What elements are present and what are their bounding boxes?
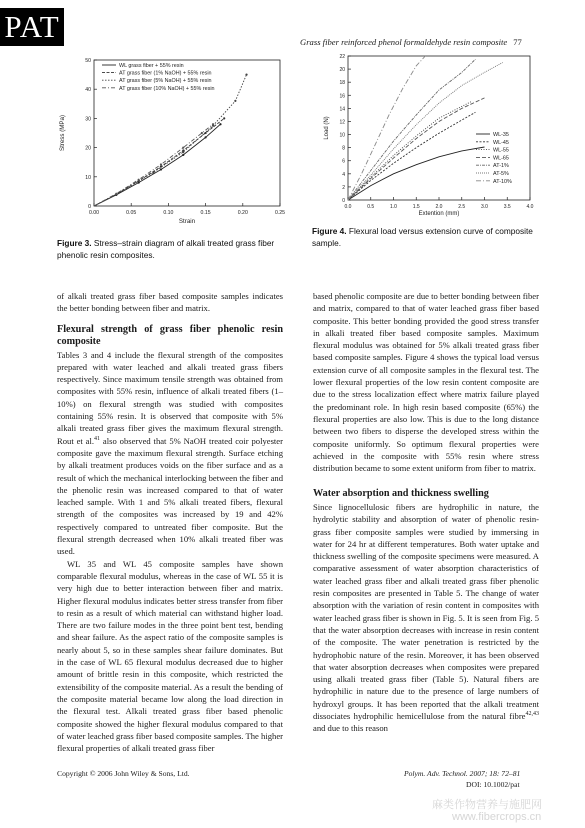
watermark-url: www.fibercrops.cn: [452, 811, 542, 823]
figure3-caption-label: Figure 3.: [57, 238, 92, 248]
series-line-1: [348, 147, 485, 200]
figure3-caption-text: Stress–strain diagram of alkali treated grass fiber phenolic resin composites.: [57, 238, 275, 260]
y-tick-label: 14: [339, 106, 345, 113]
y-axis-label: Load (N): [324, 116, 330, 140]
citation-41: 41: [94, 435, 101, 442]
legend-entry: AT grass fiber (10% NaOH) + 55% resin: [119, 85, 215, 92]
y-tick-label: 0: [342, 198, 345, 204]
data-point: [234, 100, 236, 102]
y-tick-label: 12: [339, 119, 345, 126]
y-tick-label: 8: [342, 145, 345, 152]
left-column: [57, 290, 283, 754]
y-tick-label: 16: [339, 93, 345, 100]
series-line-3: [94, 75, 247, 206]
y-tick-label: 18: [339, 80, 345, 87]
x-tick-label: 1.5: [412, 204, 420, 210]
legend-entry: WL-55: [493, 147, 509, 154]
x-tick-label: 3.0: [481, 204, 488, 210]
water-para-cont: and due to this reason: [313, 723, 388, 734]
series-line-7: [348, 56, 425, 200]
y-tick-label: 2: [342, 184, 345, 191]
water-para-text: Since lignocellulosic fibers are hydrophilic in nature, the hydrolytic stability and absorption of water of phenolic resin-grass fiber composite samples were studied by immersing in water for 24 hr at different temperatures. Both water uptake and thickness swelling of the composite specimens were measured. A comparative assessment of water absorption characteristics of water leached grass fiber and alkali treated grass fiber phenolic resin composites are presented in Table 5. The change of water absorption with the variation of resin content in composites with water leached grass fiber is shown in Fig. 5. It is seen from Fig. 5 that the water absorption decreases with increase in resin content of the composite. The water penetration is restricted by the hydrophobic nature of the resin. Moreover, it has been observed that water absorption decreases when composites were prepared using alkali treated grass fiber (Table 5). Natural fibers are hydrophilic in nature due to the presence of large numbers of hydroxyl groups. It has been reported that the alkali treatment dissociates hydrophilic hemicellulose from the natural fibre: [313, 501, 539, 721]
legend-entry: AT grass fiber (5% NaOH) + 55% resin: [119, 78, 212, 85]
data-point: [138, 179, 140, 181]
flexural-heading: Flexural strength of grass fiber phenolic resin composite: [57, 323, 283, 348]
flexural-paragraph-2: WL 35 and WL 45 composite samples have shown comparable flexural modulus, whereas in the case of WL 55 it is very high due to better interaction between fiber and matrix. Higher flexural modulus indicates better stress transfer from fiber to resin as a result of which material can withstand higher load. There are two failure modes in the three point bent test, bending and shear failure. As the aspect ratio of the composite samples is nearly about 5, so in these samples shear failure dominates. But in the case of WL 65 flexural modulus decreased due to higher amount of brittle resin in this composite, which restricted the extensibility of the composite material. As a result the bending of the composite material became low along the load direction in the flexural test. Alkali treated grass fiber based phenolic composite showed the higher flexural modulus compared to that of water leached grass fiber based composite samples. The higher flexural properties of alkali treated grass fiber: [57, 558, 283, 754]
y-tick-label: 50: [85, 58, 91, 64]
x-tick-label: 0.15: [200, 210, 211, 216]
data-point: [160, 163, 162, 165]
footer-journal-ref: Polym. Adv. Technol. 2007; 18: 72–81: [404, 769, 521, 778]
legend-entry: WL-65: [493, 155, 509, 162]
flexural-paragraph-1: [57, 349, 283, 558]
water-absorption-heading: Water absorption and thickness swelling: [313, 488, 489, 500]
figure4-caption-text: Flexural load versus extension curve of composite sample.: [312, 226, 533, 248]
flexural-para1-cont: also observed that 5% NaOH treated coir polyester composite gave the maximum flexural strength. Surface etching by alkali treatment produces voids on the fiber surface and as a result of which the mechanical interlocking between the fiber and the phenolic resin was increased compared to that of water leached sample. With 1 and 5% alkali treated fibers, flexural strength of the composites was increased by 19 and 42% respectively compared to untreated fiber composite. But the flexural strength decreased when 10% alkali treated fiber was used.: [57, 435, 283, 557]
water-absorption-paragraph: [313, 501, 539, 735]
y-tick-label: 20: [85, 145, 91, 152]
x-axis-label: Extention (mm): [418, 211, 460, 217]
y-tick-label: 10: [85, 174, 91, 181]
series-line-2: [94, 118, 224, 206]
running-title: Grass fiber reinforced phenol formaldehyde resin composite: [300, 37, 508, 47]
legend-entry: WL-45: [493, 139, 509, 146]
watermark-text: 麻类作物营养与施肥网: [432, 799, 542, 811]
footer-doi: DOI: 10.1002/pat: [466, 780, 520, 789]
x-tick-label: 3.5: [503, 204, 511, 210]
figure3-plot: [59, 58, 285, 225]
legend-entry: AT-5%: [493, 171, 509, 177]
data-point: [201, 132, 203, 134]
x-tick-label: 0.5: [367, 204, 375, 210]
y-tick-label: 30: [85, 116, 91, 123]
figure3-caption: [57, 238, 282, 261]
figure4-chart: [318, 52, 538, 218]
page-number: 77: [513, 37, 522, 47]
x-tick-label: 2.0: [435, 204, 443, 210]
y-tick-label: 20: [339, 67, 345, 74]
y-axis-label: Stress (MPa): [59, 114, 66, 152]
right-column: [313, 290, 539, 735]
x-tick-label: 1.0: [390, 204, 397, 210]
y-tick-label: 4: [342, 171, 345, 178]
data-point: [182, 151, 184, 153]
y-tick-label: 22: [339, 54, 345, 60]
right-paragraph-1: based phenolic composite are due to better bonding between fiber and matrix, compared to that of water leached grass fiber based composite. This better bonding provided the good stress transfer in alkali treated fiber based composite samples. Maximum flexural modulus was obtained for 5% alkali treated grass fiber based composite samples. Figure 4 shows the typical load versus extension curve of all composite samples in the flexural test. The lower flexural properties of the low resin content composite are due to the stress localization effect where matrix failure played the predominant role. In high resin based composite (65%) the flexural properties are also low. This is due to the long distance between two fibers to disperse the developed stress within the composite uniformly. So optimum flexural properties were achieved in the composite with 55% resin where stress distribution became to some extent uniform from fiber to matrix.: [313, 291, 539, 474]
data-point: [182, 147, 184, 149]
figure4-caption: [312, 226, 544, 249]
data-point: [152, 171, 154, 173]
legend-entry: AT-10%: [493, 178, 512, 185]
data-point: [223, 117, 225, 119]
journal-logo: PAT: [0, 8, 64, 46]
x-tick-label: 0.0: [344, 204, 352, 210]
x-tick-label: 0.25: [274, 210, 286, 216]
series-line-2: [348, 112, 475, 200]
legend-entry: WL-35: [493, 132, 509, 138]
data-point: [212, 123, 214, 125]
left-intro-paragraph: of alkali treated grass fiber based composite samples indicates the better bonding between fiber and matrix.: [57, 291, 283, 314]
figure4-caption-label: Figure 4.: [312, 226, 347, 236]
x-axis-label: Strain: [178, 218, 196, 225]
running-header: [300, 37, 522, 47]
legend-entry: AT-1%: [493, 163, 509, 170]
x-tick-label: 0.20: [237, 210, 248, 216]
y-tick-label: 10: [339, 132, 345, 139]
figure3-chart: [52, 52, 284, 228]
x-tick-label: 0.10: [163, 210, 174, 216]
data-point: [219, 123, 221, 125]
data-point: [160, 168, 162, 170]
flexural-para1-text: Tables 3 and 4 include the flexural strength of the composites prepared with water leached and alkali treated grass fibers respectively. Since maximum tensile strength was obtained from composites with 55% resin, influence of alkali treated fibers (1–10%) on flexural strength was studied with composites containing 55% resin. It is observed that composite with 5% alkali treated grass fiber gives the maximum flexural strength. Rout et al.: [57, 349, 283, 446]
x-tick-label: 2.5: [458, 204, 466, 210]
figure4-plot: [324, 54, 534, 217]
y-tick-label: 40: [85, 87, 91, 94]
x-tick-label: 4.0: [526, 204, 534, 210]
series-line-4: [94, 124, 213, 206]
data-point: [245, 74, 247, 76]
y-tick-label: 0: [88, 204, 91, 210]
x-tick-label: 0.00: [88, 210, 100, 216]
x-tick-label: 0.05: [126, 210, 137, 216]
data-point: [182, 154, 184, 156]
legend-entry: AT grass fiber (1% NaOH) + 55% resin: [119, 70, 212, 77]
series-line-4: [348, 98, 485, 200]
data-point: [115, 193, 117, 195]
citation-42-43: 42,43: [525, 711, 539, 718]
series-line-3: [348, 102, 471, 200]
y-tick-label: 6: [342, 158, 345, 165]
legend-entry: WL grass fiber + 55% resin: [119, 63, 184, 69]
footer-copyright: Copyright © 2006 John Wiley & Sons, Ltd.: [57, 769, 190, 778]
data-point: [205, 136, 207, 138]
